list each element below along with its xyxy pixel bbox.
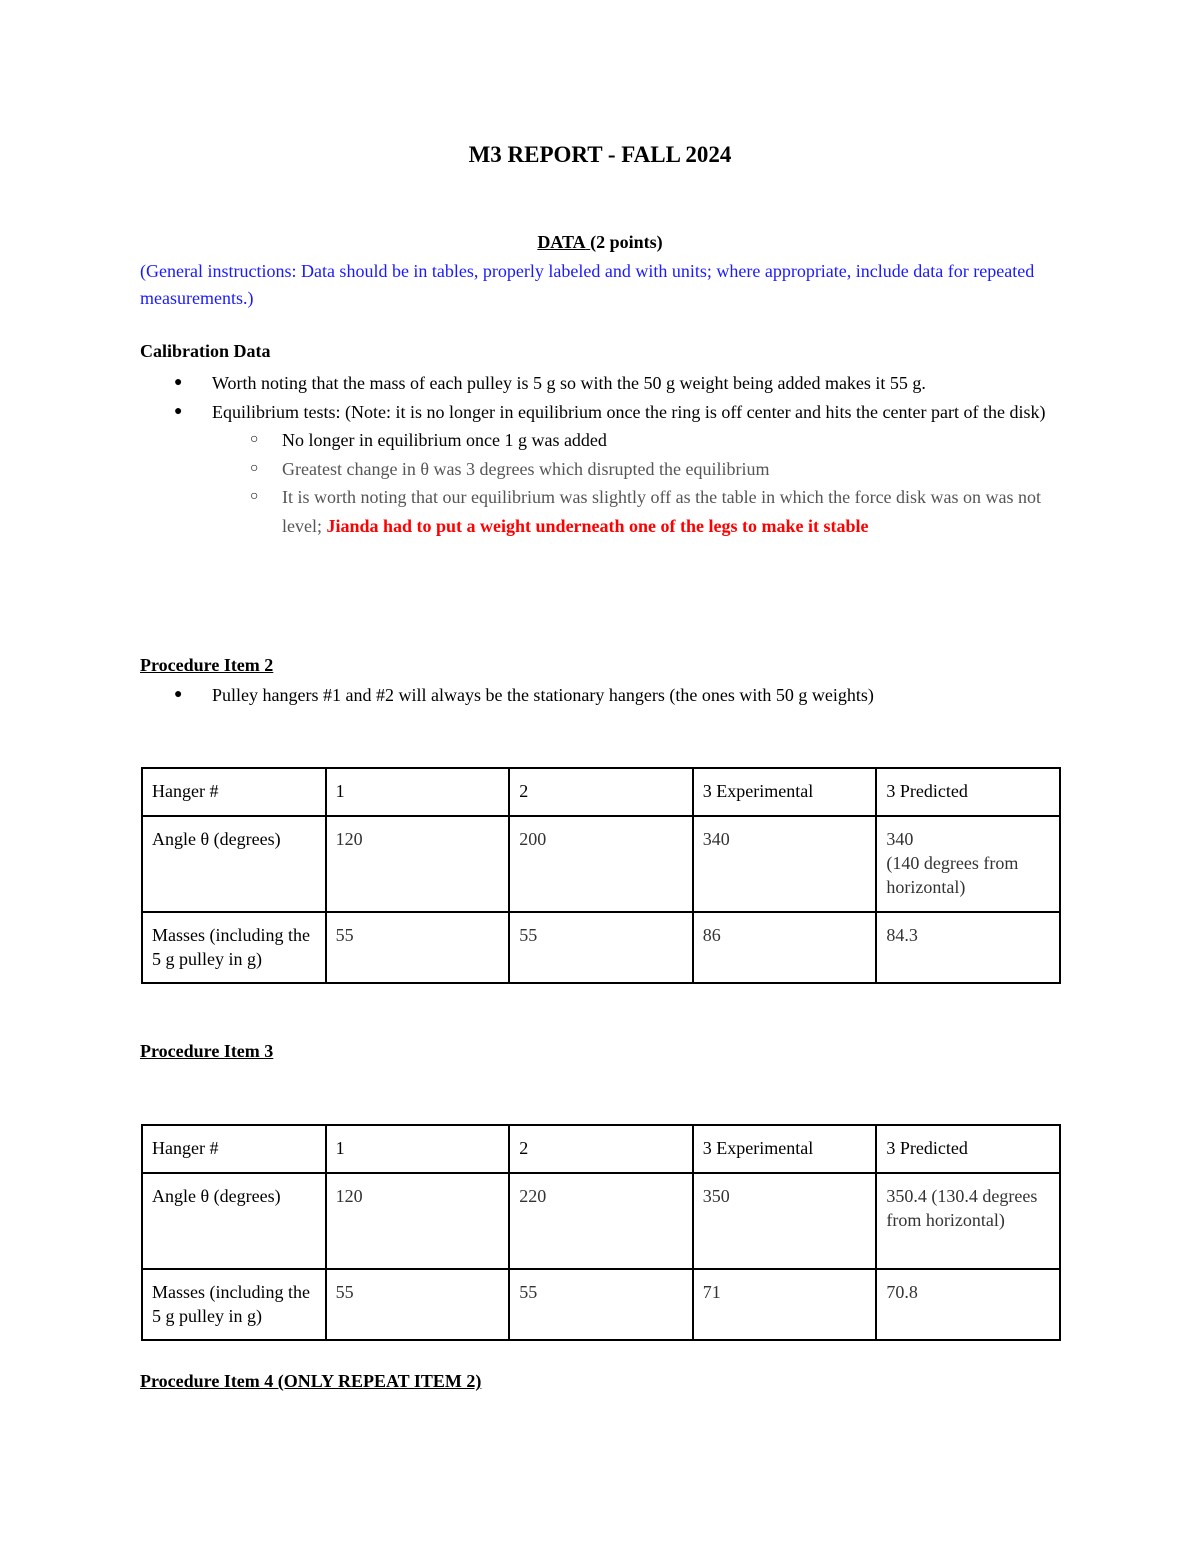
procedure-item-2-table [141,767,1061,984]
table-cell: 71 [693,1269,877,1340]
table-cell: 84.3 [876,912,1060,983]
equilibrium-sub-1: No longer in equilibrium once 1 g was added [282,430,607,450]
list-item [140,398,1070,541]
filled-circle-bullet-icon: ● [174,375,183,390]
predicted-angle-note: (140 degrees from horizontal) [886,853,1019,897]
table-cell: 86 [693,912,877,983]
table-cell: 120 [326,1173,510,1269]
data-heading-label: DATA [537,232,586,252]
table-header-cell: 3 Predicted [876,1125,1060,1173]
procedure-item-4-heading: Procedure Item 4 (ONLY REPEAT ITEM 2) [140,1371,482,1391]
table-cell: 340 [693,816,877,912]
table-header-cell: Hanger # [142,1125,326,1173]
table-row [142,768,1060,816]
table-cell: 120 [326,816,510,912]
predicted-angle-value: 340 [886,829,914,849]
table-cell: 350.4 (130.4 degrees from horizontal) [876,1173,1060,1269]
calibration-bullet-mass: Worth noting that the mass of each pulley is 5 g so with the 50 g weight being added makes it 55 g. [212,373,926,393]
table-header-cell: 3 Predicted [876,768,1060,816]
table-row-label: Angle θ (degrees) [142,1173,326,1269]
list-item [140,369,1070,398]
equilibrium-sub-3: It is worth noting that our equilibrium was slightly off as the table in which the force disk was on was not level; [282,487,1042,536]
procedure-item-3-heading: Procedure Item 3 [140,1041,274,1061]
general-instructions: (General instructions: Data should be in tables, properly labeled and with units; where appropriate, include data for repeated measurements.) [140,261,1035,308]
equilibrium-sublist [212,426,1070,540]
table-row [142,1173,1060,1269]
procedure-item-2-bullet: Pulley hangers #1 and #2 will always be the stationary hangers (the ones with 50 g weights) [212,685,874,705]
procedure-item-2-heading: Procedure Item 2 [140,655,274,675]
table-cell: 200 [509,816,693,912]
calibration-heading: Calibration Data [140,341,271,361]
filled-circle-bullet-icon: ● [174,403,183,419]
table-header-cell: 2 [509,768,693,816]
filled-circle-bullet-icon: ● [174,687,183,702]
procedure-item-3-table [141,1124,1061,1341]
data-section-heading [0,232,1200,253]
list-item [140,681,1070,710]
calibration-bullet-equilibrium: Equilibrium tests: (Note: it is no longer in equilibrium once the ring is off center and hits the center part of the disk) [212,401,1046,422]
table-header-cell: 1 [326,768,510,816]
table-cell: 55 [509,1269,693,1340]
report-title: M3 REPORT - FALL 2024 [468,142,732,167]
table-cell: 55 [326,912,510,983]
equilibrium-sub-3-highlight: Jianda had to put a weight underneath one of the legs to make it stable [326,515,869,536]
table-cell: 55 [326,1269,510,1340]
table-header-cell: Hanger # [142,768,326,816]
table-cell: 70.8 [876,1269,1060,1340]
table-header-cell: 3 Experimental [693,768,877,816]
table-header-cell: 2 [509,1125,693,1173]
data-heading-points: (2 points) [590,232,663,252]
hollow-circle-bullet-icon: ○ [250,460,259,476]
table-row-label: Angle θ (degrees) [142,816,326,912]
procedure-item-2-list [140,681,1070,710]
list-item [212,426,1070,455]
table-row [142,1125,1060,1173]
table-cell [876,816,1060,912]
hollow-circle-bullet-icon: ○ [250,432,259,447]
table-cell: 220 [509,1173,693,1269]
list-item [212,455,1070,484]
calibration-list [140,369,1070,540]
table-row [142,1269,1060,1340]
table-row [142,912,1060,983]
table-row [142,816,1060,912]
table-cell: 350 [693,1173,877,1269]
table-header-cell: 1 [326,1125,510,1173]
list-item [212,483,1070,540]
table-header-cell: 3 Experimental [693,1125,877,1173]
table-row-label: Masses (including the 5 g pulley in g) [142,912,326,983]
table-row-label: Masses (including the 5 g pulley in g) [142,1269,326,1340]
table-cell: 55 [509,912,693,983]
hollow-circle-bullet-icon: ○ [250,489,259,504]
equilibrium-sub-2: Greatest change in θ was 3 degrees which disrupted the equilibrium [282,458,770,479]
